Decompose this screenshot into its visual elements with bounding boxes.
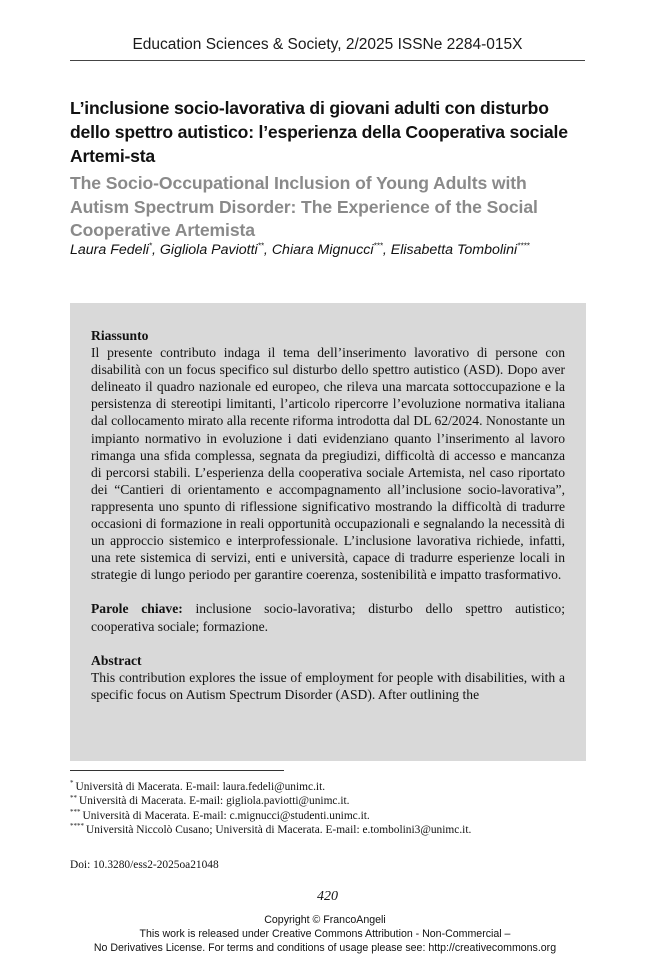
journal-header xyxy=(70,36,585,54)
footnote-mark: *** xyxy=(70,808,81,817)
footnote-mark: **** xyxy=(70,822,84,831)
author-footnote-mark: *** xyxy=(373,241,383,251)
article-title-italian: L’inclusione socio-lavorativa di giovani adulti con disturbo dello spettro autistico: l’esperienza della Cooperativa sociale Artemi-sta xyxy=(70,98,568,166)
license-notice xyxy=(0,913,650,956)
abstract-text: This contribution explores the issue of employment for people with disabilities, with a specific focus on Autism Spectrum Disorder (ASD). After outlining the xyxy=(91,669,565,702)
footnote-text: Università di Macerata. E-mail: gigliola.paviotti@unimc.it. xyxy=(79,795,350,808)
author-name: Laura Fedeli xyxy=(70,242,149,258)
author-footnote-mark: **** xyxy=(517,241,530,251)
author-separator: , xyxy=(263,242,272,258)
copyright-line: Copyright © FrancoAngeli xyxy=(264,914,386,926)
riassunto-heading: Riassunto xyxy=(91,328,149,343)
footnote xyxy=(70,823,590,837)
header-divider xyxy=(70,60,585,61)
footnote-mark: ** xyxy=(70,793,77,802)
keywords-text: inclusione socio-lavorativa; disturbo dello spettro autistico; cooperativa sociale; formazione. xyxy=(91,601,565,634)
journal-name: Education Sciences & Society, 2/2025 ISSNe 2284-015X xyxy=(132,36,523,53)
license-line: No Derivatives License. For terms and conditions of usage please see: http://creativecommons.org xyxy=(93,942,557,955)
footnote-text: Università di Macerata. E-mail: laura.fedeli@unimc.it. xyxy=(75,781,326,793)
author-separator: , xyxy=(152,242,160,258)
keywords-label: Parole chiave: xyxy=(91,601,183,617)
footnote-divider xyxy=(70,770,284,771)
abstract-content xyxy=(91,327,565,703)
footnote xyxy=(70,780,590,794)
abstract-box xyxy=(70,303,586,761)
article-title-english: The Socio-Occupational Inclusion of Young Adults with Autism Spectrum Disorder: The Experience of the Social Cooperative Artemista xyxy=(70,173,538,240)
page-number: 420 xyxy=(317,889,338,904)
author-name: Gigliola Paviotti xyxy=(159,242,258,258)
doi: Doi: 10.3280/ess2-2025oa21048 xyxy=(70,859,219,871)
footnote xyxy=(70,794,590,808)
author-list xyxy=(70,242,585,258)
license-line: This work is released under Creative Commons Attribution - Non-Commercial – xyxy=(139,928,511,941)
footnote xyxy=(70,809,590,823)
author-footnote-mark: ** xyxy=(257,241,264,251)
footnote-text: Università Niccolò Cusano; Università di Macerata. E-mail: e.tombolini3@unimc.it. xyxy=(86,824,472,837)
author-name: Chiara Mignucci xyxy=(271,242,374,258)
keywords-italian xyxy=(91,600,565,634)
riassunto-text: Il presente contributo indaga il tema dell’inserimento lavorativo di persone con disabilità con un focus specifico sul disturbo dello spettro autistico (ASD). Dopo aver delineato il quadro nazionale ed europeo, che rileva una marcata sottoccupazione e la persistenza di stereotipi limitanti, l’articolo ripercorre l’evoluzione normativa italiana dal collocamento mirato alla recente riforma introdotta dal DL 62/2024. Nonostante un impianto normativo in evoluzione i dati evidenziano quanto l’inserimento al lavoro rimanga una sfida complessa, segnata da pregiudizi, difficoltà di accesso e mancanza di percorsi stabili. L’esperienza della cooperativa sociale Artemista, nel caso riportato dei “Cantieri di orientamento e accompagnamento all’inclusione socio-lavorativa”, rappresenta uno spunto di riflessione significativo mostrando la difficoltà di tradurre occasioni di formazione in reali opportunità occupazionali e segnalando la necessità di un approccio sistemico e interprofessionale. L’inclusione lavorativa richiede, infatti, una rete sistemica di servizi, enti e università, capace di tradurre esperienze locali in strategie di lungo periodo per garantire coerenza, sostenibilità e impatto trasformativo. xyxy=(91,345,565,583)
footnotes xyxy=(70,780,590,838)
footnote-text: Università di Macerata. E-mail: c.mignucci@studenti.unimc.it. xyxy=(82,809,370,822)
author-footnote-mark: * xyxy=(148,241,152,251)
author-name: Elisabetta Tombolini xyxy=(390,242,518,258)
footnote-mark: * xyxy=(70,779,74,788)
author-separator: , xyxy=(382,242,391,258)
abstract-heading: Abstract xyxy=(91,652,142,668)
